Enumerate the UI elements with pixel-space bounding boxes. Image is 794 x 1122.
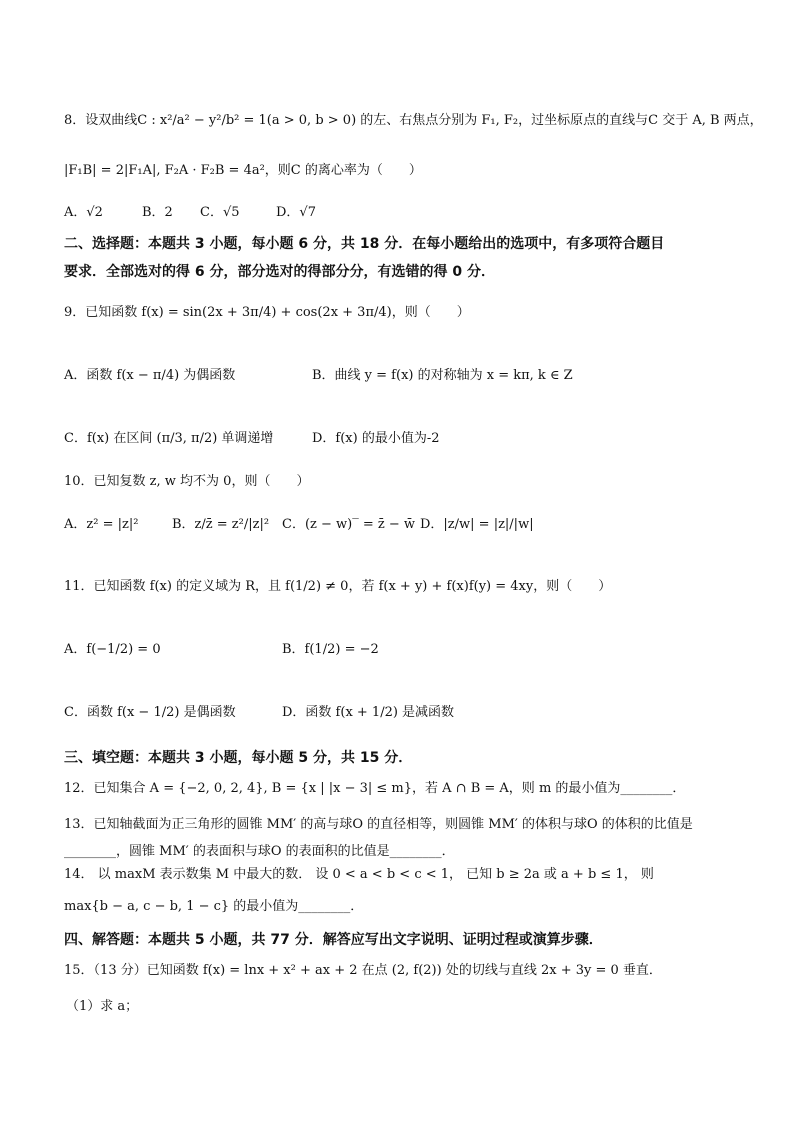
q15-stem: 15．（13 分）已知函数 f(x) = lnx + x² + ax + 2 在点 (2, f(2)) 处的切线与直线 2x + 3y = 0 垂直． bbox=[64, 963, 662, 978]
section-2-line2: 要求．全部选对的得 6 分，部分选对的得部分分，有选错的得 0 分． bbox=[64, 264, 495, 280]
q8-stem-line1: 8．设双曲线C : x²/a² − y²/b² = 1(a > 0, b > 0) 的左、右焦点分别为 F₁, F₂，过坐标原点的直线与C 交于 A, B 两点， bbox=[64, 113, 763, 128]
q11-option-d: D．函数 f(x + 1/2) 是减函数 bbox=[282, 705, 455, 720]
q10-option-d: D．|z/w| = |z|/|w| bbox=[420, 517, 534, 532]
q9-option-b: B．曲线 y = f(x) 的对称轴为 x = kπ, k ∈ Z bbox=[312, 368, 573, 383]
q12-stem: 12．已知集合 A = {−2, 0, 2, 4}, B = {x | |x − 3| ≤ m}，若 A ∩ B = A，则 m 的最小值为________． bbox=[64, 781, 686, 796]
q9-option-c: C．f(x) 在区间 (π/3, π/2) 单调递增 bbox=[64, 431, 274, 446]
q14-line1: 14． 以 maxM 表示数集 M 中最大的数． 设 0 < a < b < c < 1， 已知 b ≥ 2a 或 a + b ≤ 1， 则 bbox=[64, 867, 654, 882]
q13-line1: 13．已知轴截面为正三角形的圆锥 MM′ 的高与球O 的直径相等，则圆锥 MM′ 的体积与球O 的体积的比值是 bbox=[64, 817, 693, 832]
q10-option-c: C．(z − w)‾ = z̄ − w̄ bbox=[282, 517, 416, 532]
q11-option-a: A．f(−1/2) = 0 bbox=[64, 642, 161, 657]
q15-part-1: （1）求 a； bbox=[66, 999, 139, 1014]
q10-stem: 10．已知复数 z, w 均不为 0，则（ ） bbox=[64, 474, 310, 489]
q8-stem-line2: |F₁B| = 2|F₁A|, F₂A · F₂B = 4a²，则C 的离心率为（ ） bbox=[64, 163, 422, 178]
q11-option-c: C．函数 f(x − 1/2) 是偶函数 bbox=[64, 705, 236, 720]
section-2-line1: 二、选择题：本题共 3 小题，每小题 6 分，共 18 分．在每小题给出的选项中，有多项符合题目 bbox=[64, 236, 665, 252]
q11-option-b: B．f(1/2) = −2 bbox=[282, 642, 379, 657]
q9-stem: 9．已知函数 f(x) = sin(2x + 3π/4) + cos(2x + 3π/4)，则（ ） bbox=[64, 305, 470, 320]
q8-option-d: D．√7 bbox=[276, 205, 316, 220]
q14-line2: max{b − a, c − b, 1 − c} 的最小值为________． bbox=[64, 899, 364, 914]
q10-option-a: A．z² = |z|² bbox=[64, 517, 139, 532]
q9-option-d: D．f(x) 的最小值为-2 bbox=[312, 431, 440, 446]
q13-line2: ________，圆锥 MM′ 的表面积与球O 的表面积的比值是________． bbox=[64, 844, 455, 859]
section-4-heading: 四、解答题：本题共 5 小题，共 77 分．解答应写出文字说明、证明过程或演算步骤． bbox=[64, 932, 603, 948]
q8-option-a: A．√2 bbox=[64, 205, 103, 220]
q10-option-b: B．z/z̄ = z²/|z|² bbox=[172, 517, 270, 532]
q8-option-c: C．√5 bbox=[200, 205, 240, 220]
q11-stem: 11．已知函数 f(x) 的定义域为 R，且 f(1/2) ≠ 0，若 f(x + y) + f(x)f(y) = 4xy，则（ ） bbox=[64, 579, 612, 594]
q9-option-a: A．函数 f(x − π/4) 为偶函数 bbox=[64, 368, 236, 383]
section-3-heading: 三、填空题：本题共 3 小题，每小题 5 分，共 15 分． bbox=[64, 750, 413, 766]
q8-option-b: B．2 bbox=[142, 205, 173, 220]
